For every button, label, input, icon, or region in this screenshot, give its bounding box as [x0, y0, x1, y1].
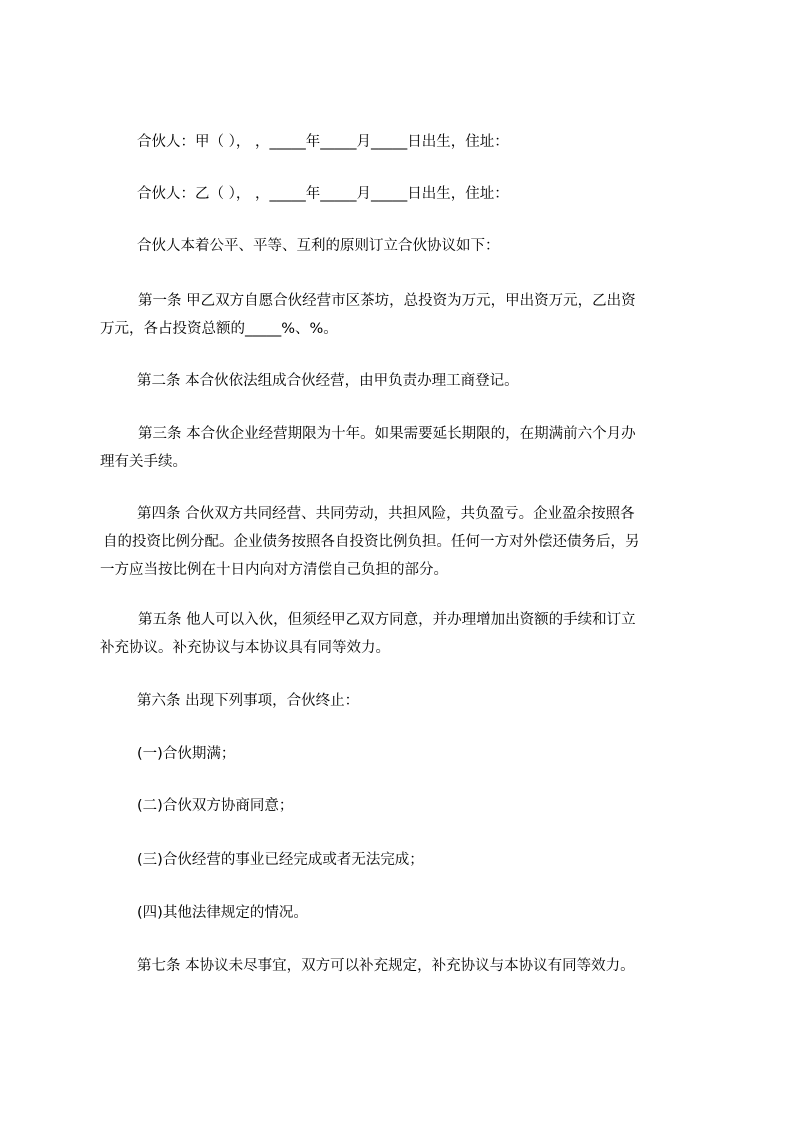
partner-b-line: [100, 180, 700, 208]
preamble: [100, 232, 700, 260]
preamble-text: 合伙人本着公平、平等、互利的原则订立合伙协议如下：: [137, 238, 500, 254]
clause-4: [100, 899, 700, 927]
article-7-text: 第七条 本协议未尽事宜，双方可以补充规定，补充协议与本协议有同等效力。: [137, 958, 635, 974]
clause-3: [100, 846, 700, 874]
article-7: [100, 952, 700, 980]
clause-2-text: (二)合伙双方协商同意；: [137, 798, 294, 814]
article-2-text: 第二条 本合伙依法组成合伙经营，由甲负责办理工商登记。: [137, 373, 519, 389]
article-4-line-1: 第四条 合伙双方共同经营、共同劳动，共担风险，共负盈亏。企业盈余按照各: [137, 506, 635, 522]
article-1-line-2: 万元，各占投资总额的_____%、%。: [100, 321, 338, 337]
article-4-line-3: 一方应当按比例在十日内向对方清偿自己负担的部分。: [100, 562, 448, 578]
clause-3-text: (三)合伙经营的事业已经完成或者无法完成；: [137, 852, 424, 868]
article-3-line-2: 理有关手续。: [100, 454, 187, 470]
clause-1: [100, 740, 700, 768]
partner-a-line: [100, 128, 700, 156]
clause-4-text: (四)其他法律规定的情况。: [137, 905, 308, 921]
article-1: [100, 287, 700, 343]
article-6: [100, 687, 700, 715]
clause-1-text: (一)合伙期满；: [137, 746, 236, 762]
article-5-line-2: 补充协议。补充协议与本协议具有同等效力。: [100, 640, 390, 656]
article-2: [100, 367, 700, 395]
article-6-text: 第六条 出现下列事项，合伙终止：: [137, 693, 360, 709]
article-4-line-2: 自的投资比例分配。企业债务按照各自投资比例负担。任何一方对外偿还债务后，另: [103, 534, 640, 550]
article-5-line-1: 第五条 他人可以入伙，但须经甲乙双方同意，并办理增加出资额的手续和订立: [138, 612, 636, 628]
article-3-line-1: 第三条 本合伙企业经营期限为十年。如果需要延长期限的，在期满前六个月办: [138, 426, 636, 442]
article-5: [100, 606, 700, 662]
clause-2: [100, 792, 700, 820]
partner-b-text: 合伙人：乙（ ）， ，_____年_____月_____日出生，住址：: [137, 186, 509, 202]
article-3: [100, 420, 700, 476]
article-4: [100, 500, 700, 584]
partner-a-text: 合伙人：甲（ ）， ，_____年_____月_____日出生，住址：: [137, 134, 509, 150]
article-1-line-1: 第一条 甲乙双方自愿合伙经营市区茶坊，总投资为万元，甲出资万元，乙出资: [138, 293, 636, 309]
